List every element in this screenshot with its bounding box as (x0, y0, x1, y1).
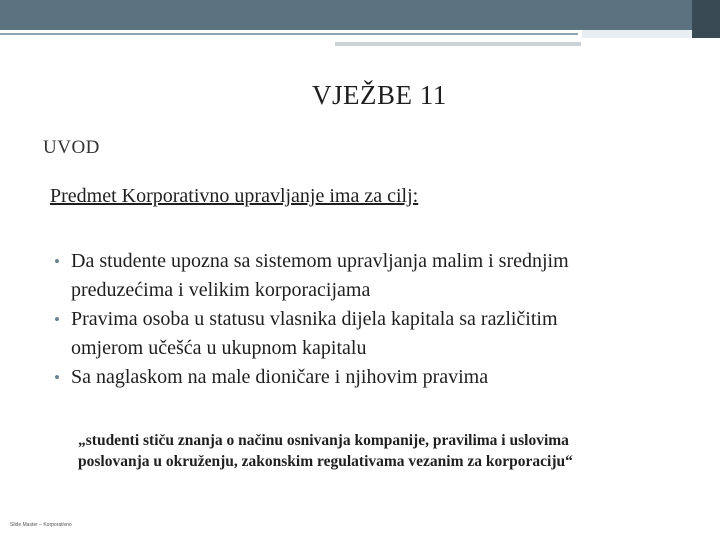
bullet-item (50, 305, 690, 363)
header-accent-line-light (582, 30, 692, 38)
quote-block (78, 430, 678, 472)
slide-subtitle: Predmet Korporativno upravljanje ima za cilj: (50, 185, 419, 207)
bullet-list (50, 247, 690, 392)
bullet-text-line: Pravima osoba u statusu vlasnika dijela kapitala sa različitim (71, 308, 558, 330)
slide-footer: Slide Master – Korporativno (10, 522, 72, 528)
quote-line: poslovanja u okruženju, zakonskim regulativama vezanim za korporaciju“ (78, 453, 573, 470)
bullet-text-line: Sa naglaskom na male dioničare i njihovim pravima (71, 366, 489, 388)
bullet-item (50, 363, 690, 392)
bullet-icon: • (54, 310, 60, 329)
header-accent-line (0, 33, 578, 35)
bullet-item (50, 247, 690, 305)
section-label: UVOD (43, 137, 100, 158)
bullet-text-line: Da studente upozna sa sistemom upravljanja malim i srednjim (71, 250, 569, 272)
header-bar-corner (692, 0, 720, 38)
quote-line: „studenti stiču znanja o načinu osnivanja kompanije, pravilima i uslovima (78, 432, 569, 449)
header-accent-line-short (335, 42, 581, 46)
bullet-icon: • (54, 368, 60, 387)
bullet-text-line: preduzećima i velikim korporacijama (71, 279, 371, 301)
bullet-icon: • (54, 252, 60, 271)
header-bar (0, 0, 720, 30)
bullet-text-line: omjerom učešća u ukupnom kapitalu (71, 337, 367, 359)
slide-title: VJEŽBE 11 (312, 80, 447, 110)
